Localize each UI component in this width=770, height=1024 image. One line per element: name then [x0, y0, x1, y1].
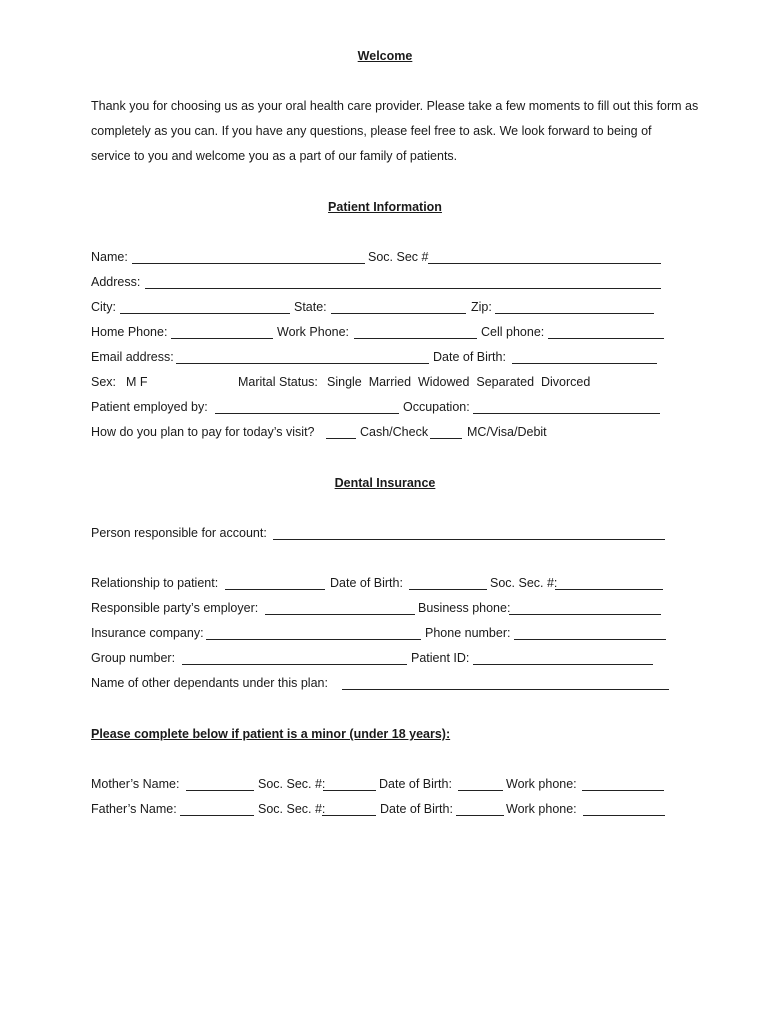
insurance-ssn-label: Soc. Sec. #: [490, 576, 558, 590]
father-dob-field[interactable] [456, 815, 504, 816]
state-field[interactable] [331, 313, 466, 314]
mother-dob-label: Date of Birth: [379, 777, 452, 791]
mother-ssn-label: Soc. Sec. #: [258, 777, 326, 791]
marital-status-label: Marital Status: [238, 375, 318, 389]
father-name-label: Father’s Name: [91, 802, 177, 816]
dob-label: Date of Birth: [433, 350, 506, 364]
father-work-phone-field[interactable] [583, 815, 665, 816]
dob-field[interactable] [512, 363, 657, 364]
zip-label: Zip: [471, 300, 492, 314]
father-work-phone-label: Work phone: [506, 802, 577, 816]
insurance-dob-label: Date of Birth: [330, 576, 403, 590]
group-number-label: Group number: [91, 651, 176, 665]
phone-number-field[interactable] [514, 639, 666, 640]
city-label: City: [91, 300, 116, 314]
mother-name-label: Mother’s Name: [91, 777, 180, 791]
mother-dob-field[interactable] [458, 790, 503, 791]
cell-phone-field[interactable] [548, 338, 664, 339]
sex-label: Sex: [91, 375, 117, 389]
intro-paragraph [91, 94, 731, 169]
home-phone-field[interactable] [171, 338, 273, 339]
insurance-company-field[interactable] [206, 639, 421, 640]
cash-check-option: Cash/Check [360, 425, 429, 439]
work-phone-label: Work Phone: [277, 325, 350, 339]
father-ssn-label: Soc. Sec. #: [258, 802, 326, 816]
employed-by-field[interactable] [215, 413, 399, 414]
marital-status-options[interactable]: Single Married Widowed Separated Divorced [327, 375, 591, 389]
insurance-dob-field[interactable] [409, 589, 487, 590]
mother-work-phone-field[interactable] [582, 790, 664, 791]
address-field[interactable] [145, 288, 661, 289]
occupation-label: Occupation: [403, 400, 470, 414]
relationship-label: Relationship to patient: [91, 576, 219, 590]
payment-question: How do you plan to pay for today’s visit? [91, 425, 315, 439]
mother-ssn-field[interactable] [323, 790, 376, 791]
employer-label: Responsible party’s employer: [91, 601, 259, 615]
dental-insurance-heading: Dental Insurance [334, 476, 436, 490]
name-label: Name: [91, 250, 128, 264]
insurance-company-label: Insurance company: [91, 626, 204, 640]
patient-id-label: Patient ID: [411, 651, 470, 665]
group-number-field[interactable] [182, 664, 407, 665]
relationship-field[interactable] [225, 589, 325, 590]
cell-phone-label: Cell phone: [481, 325, 545, 339]
zip-field[interactable] [495, 313, 654, 314]
ssn-field[interactable] [428, 263, 661, 264]
ssn-label: Soc. Sec # [368, 250, 429, 264]
father-name-field[interactable] [180, 815, 254, 816]
mother-name-field[interactable] [186, 790, 254, 791]
insurance-ssn-field[interactable] [555, 589, 663, 590]
cash-check-blank[interactable] [326, 438, 356, 439]
card-blank[interactable] [430, 438, 462, 439]
welcome-heading: Welcome [357, 49, 413, 63]
name-field[interactable] [132, 263, 365, 264]
employer-field[interactable] [265, 614, 415, 615]
state-label: State: [294, 300, 327, 314]
minor-section-heading: Please complete below if patient is a minor (under 18 years): [91, 727, 451, 741]
intro-line: service to you and welcome you as a part of our family of patients. [91, 149, 458, 163]
phone-number-label: Phone number: [425, 626, 511, 640]
patient-information-heading: Patient Information [328, 200, 442, 214]
father-dob-label: Date of Birth: [380, 802, 453, 816]
home-phone-label: Home Phone: [91, 325, 168, 339]
dependants-label: Name of other dependants under this plan: [91, 676, 328, 690]
work-phone-field[interactable] [354, 338, 477, 339]
sex-options[interactable]: M F [126, 375, 148, 389]
responsible-person-field[interactable] [273, 539, 665, 540]
city-field[interactable] [120, 313, 290, 314]
business-phone-label: Business phone: [418, 601, 511, 615]
father-ssn-field[interactable] [322, 815, 376, 816]
occupation-field[interactable] [473, 413, 660, 414]
email-field[interactable] [176, 363, 429, 364]
dependants-field[interactable] [342, 689, 669, 690]
patient-id-field[interactable] [473, 664, 653, 665]
address-label: Address: [91, 275, 141, 289]
mother-work-phone-label: Work phone: [506, 777, 577, 791]
intro-line: Thank you for choosing us as your oral health care provider. Please take a few moments to fill out this form as [91, 99, 699, 113]
intro-line: completely as you can. If you have any questions, please feel free to ask. We look forward to being of [91, 124, 652, 138]
business-phone-field[interactable] [509, 614, 661, 615]
responsible-person-label: Person responsible for account: [91, 526, 267, 540]
email-label: Email address: [91, 350, 174, 364]
employed-by-label: Patient employed by: [91, 400, 208, 414]
card-option: MC/Visa/Debit [467, 425, 547, 439]
